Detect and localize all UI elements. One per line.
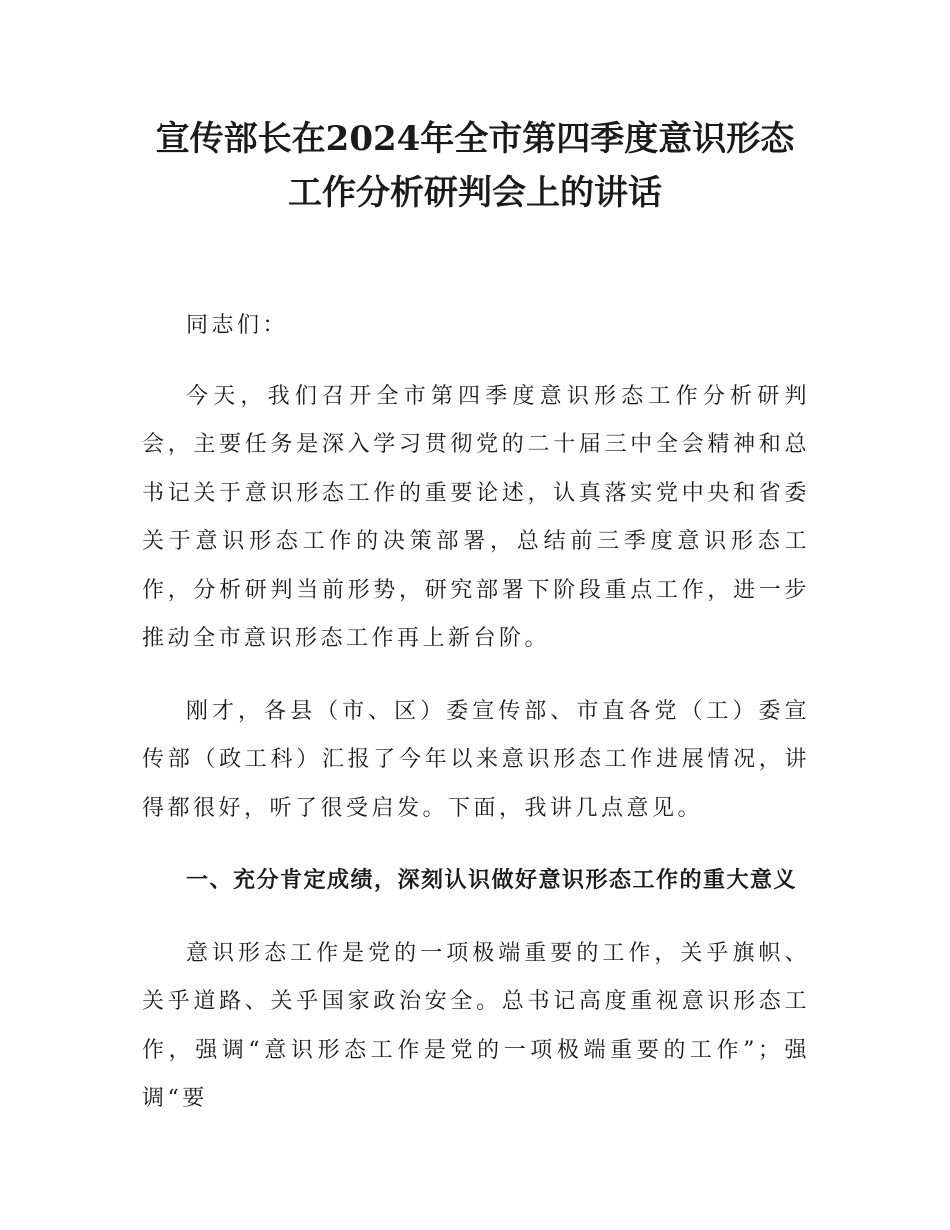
paragraph-intro: 今天，我们召开全市第四季度意识形态工作分析研判会，主要任务是深入学习贯彻党的二十届三中全会精神和总书记关于意识形态工作的重要论述，认真落实党中央和省委关于意识形态工作的决策部署，总结前三季度意识形态工作，分析研判当前形势，研究部署下阶段重点工作，进一步推动全市意识形态工作再上新台阶。: [142, 383, 810, 651]
section-heading: 一、充分肯定成绩，深刻认识做好意识形态工作的重大意义: [186, 868, 798, 893]
greeting: 同志们：: [186, 313, 289, 338]
paragraph-reports: 刚才，各县（市、区）委宣传部、市直各党（工）委宣传部（政工科）汇报了今年以来意识形态工作进展情况，讲得都很好，听了很受启发。下面，我讲几点意见。: [142, 698, 810, 821]
section-paragraph: 意识形态工作是党的一项极端重要的工作，关乎旗帜、关乎道路、关乎国家政治安全。总书记高度重视意识形态工作，强调“意识形态工作是党的一项极端重要的工作”；强调“要: [142, 940, 810, 1111]
document-title: 宣传部长在2024年全市第四季度意识形态工作分析研判会上的讲话: [155, 119, 795, 213]
document-body: [142, 302, 810, 1148]
